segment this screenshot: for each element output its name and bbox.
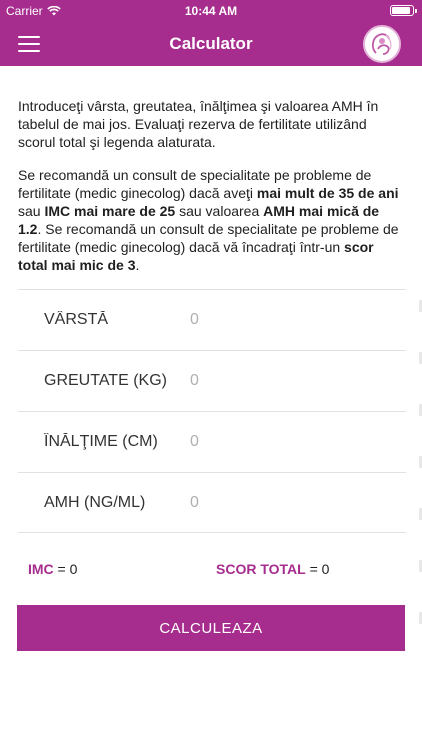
advice-text xyxy=(18,166,406,274)
input-form xyxy=(18,289,406,533)
form-row-age xyxy=(18,289,406,350)
age-input[interactable] xyxy=(190,311,380,329)
advice-text-part: . Se recomandă un consult de specialitate pe probleme de fertilitate (medic ginecolog) dacă vă încadraţi într-un xyxy=(18,221,399,255)
clinic-logo xyxy=(363,25,401,63)
advice-highlight-imc: IMC mai mare de 25 xyxy=(44,203,176,219)
advice-highlight-age: mai mult de 35 de ani xyxy=(256,185,399,201)
mother-child-logo-icon xyxy=(367,29,397,59)
form-row-height xyxy=(18,411,406,472)
carrier-label: Carrier xyxy=(6,4,43,18)
imc-label: IMC xyxy=(28,561,54,577)
form-row-weight xyxy=(18,350,406,411)
imc-result xyxy=(28,561,77,577)
height-input[interactable] xyxy=(190,433,380,451)
age-label: VÂRSTĂ xyxy=(44,311,109,328)
weight-input[interactable] xyxy=(190,372,380,390)
height-label: ÎNĂLŢIME (CM) xyxy=(44,433,158,450)
form-row-amh xyxy=(18,472,406,533)
status-time: 10:44 AM xyxy=(184,4,238,18)
advice-text-part: . xyxy=(135,257,140,273)
advice-text-part: Se recomandă un consult de specialitate pe probleme de fertilitate (medic ginecolog) dacă aveţi xyxy=(18,167,372,201)
advice-text-part: sau xyxy=(18,203,45,219)
status-bar xyxy=(0,0,422,22)
page-title: Calculator xyxy=(169,34,253,53)
amh-label: AMH (NG/ML) xyxy=(44,493,146,511)
imc-value: = 0 xyxy=(53,561,78,577)
intro-text: Introduceţi vârsta, greutatea, înălţimea şi valoarea AMH în tabelul de mai jos. Evaluaţi rezerva de fertilitate utilizând scorul total şi legenda alaturata. xyxy=(18,98,379,150)
advice-highlight-amh: AMH mai mică de 1.2 xyxy=(18,203,380,237)
nav-bar xyxy=(0,22,422,66)
total-score-label: SCOR TOTAL xyxy=(216,561,306,577)
total-score-result xyxy=(216,561,329,577)
offscreen-legend-edge xyxy=(416,300,422,720)
battery-level xyxy=(392,7,410,14)
total-score-value: = 0 xyxy=(305,561,330,577)
calculate-button[interactable]: CALCULEAZA xyxy=(17,605,405,651)
amh-input[interactable] xyxy=(190,494,380,512)
battery-icon xyxy=(390,5,414,16)
advice-text-part: sau valoarea xyxy=(175,203,264,219)
weight-label: GREUTATE (KG) xyxy=(44,372,167,389)
advice-highlight-score: scor total mai mic de 3 xyxy=(18,239,374,273)
